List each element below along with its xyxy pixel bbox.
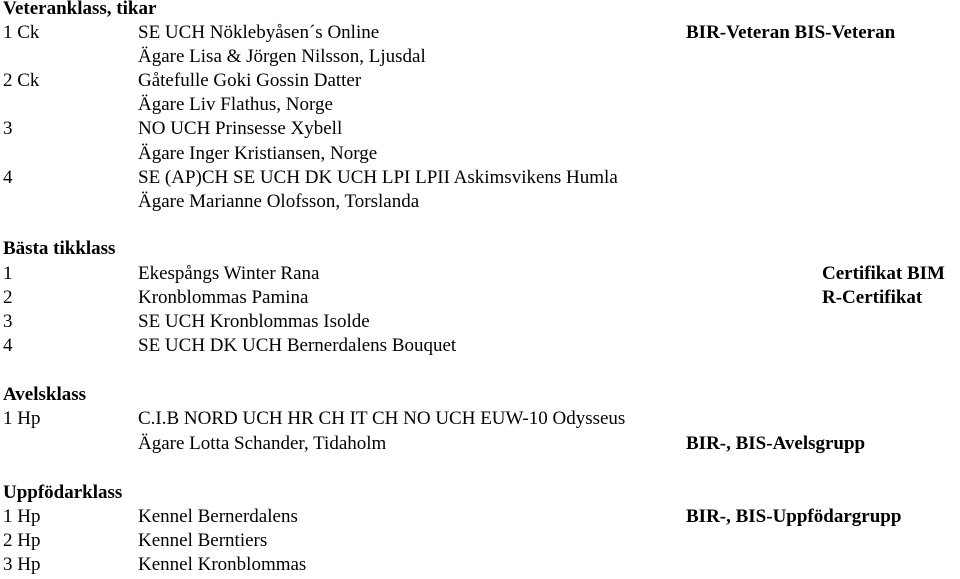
placement: 1 xyxy=(3,263,13,284)
dog-name: SE UCH DK UCH Bernerdalens Bouquet xyxy=(138,335,457,356)
result-row xyxy=(0,262,960,286)
dog-name: C.I.B NORD UCH HR CH IT CH NO UCH EUW-10 Odysseus xyxy=(138,408,626,429)
dog-name: Ekespångs Winter Rana xyxy=(138,263,320,284)
owner-row xyxy=(0,93,960,117)
placement: 4 xyxy=(3,335,13,356)
placement: 4 xyxy=(3,167,13,188)
section-heading-veteran: Veteranklass, tikar xyxy=(3,0,157,19)
result-row xyxy=(0,117,960,141)
owner-row xyxy=(0,432,960,456)
award: R-Certifikat xyxy=(822,287,923,308)
placement: 3 xyxy=(3,118,13,139)
section-heading-best-bitch: Bästa tikklass xyxy=(3,238,116,259)
owner-text: Ägare Lotta Schander, Tidaholm xyxy=(138,433,387,454)
dog-name: SE (AP)CH SE UCH DK UCH LPI LPII Askimsvikens Humla xyxy=(138,167,618,188)
placement: 3 xyxy=(3,311,13,332)
section-heading-breeding: Avelsklass xyxy=(3,384,87,405)
result-row xyxy=(0,166,960,190)
award: BIR-Veteran BIS-Veteran xyxy=(686,22,896,43)
placement: 1 Ck xyxy=(3,22,40,43)
owner-text: Ägare Liv Flathus, Norge xyxy=(138,94,333,115)
placement: 3 Hp xyxy=(3,554,41,575)
dog-name: SE UCH Kronblommas Isolde xyxy=(138,311,370,332)
owner-row xyxy=(0,190,960,214)
owner-row xyxy=(0,45,960,69)
result-row xyxy=(0,286,960,310)
result-row xyxy=(0,529,960,553)
dog-name: Kronblommas Pamina xyxy=(138,287,309,308)
dog-name: Gåtefulle Goki Gossin Datter xyxy=(138,70,362,91)
kennel-name: Kennel Kronblommas xyxy=(138,554,307,575)
award: BIR-, BIS-Uppfödargrupp xyxy=(686,506,902,527)
owner-text: Ägare Marianne Olofsson, Torslanda xyxy=(138,191,420,212)
placement: 1 Hp xyxy=(3,408,41,429)
owner-text: Ägare Lisa & Jörgen Nilsson, Ljusdal xyxy=(138,46,426,67)
placement: 1 Hp xyxy=(3,506,41,527)
dog-name: SE UCH Nöklebyåsen´s Online xyxy=(138,22,380,43)
placement: 2 xyxy=(3,287,13,308)
owner-text: Ägare Inger Kristiansen, Norge xyxy=(138,143,378,164)
placement: 2 Ck xyxy=(3,70,40,91)
result-row xyxy=(0,553,960,577)
owner-row xyxy=(0,142,960,166)
award: BIR-, BIS-Avelsgrupp xyxy=(686,433,866,454)
section-heading-breeder: Uppfödarklass xyxy=(3,482,123,503)
kennel-name: Kennel Berntiers xyxy=(138,530,268,551)
result-row xyxy=(0,21,960,45)
result-row xyxy=(0,334,960,358)
placement: 2 Hp xyxy=(3,530,41,551)
result-row xyxy=(0,505,960,529)
result-row xyxy=(0,310,960,334)
dog-name: NO UCH Prinsesse Xybell xyxy=(138,118,343,139)
award: Certifikat BIM xyxy=(822,263,945,284)
result-row xyxy=(0,69,960,93)
result-row xyxy=(0,407,960,431)
kennel-name: Kennel Bernerdalens xyxy=(138,506,298,527)
